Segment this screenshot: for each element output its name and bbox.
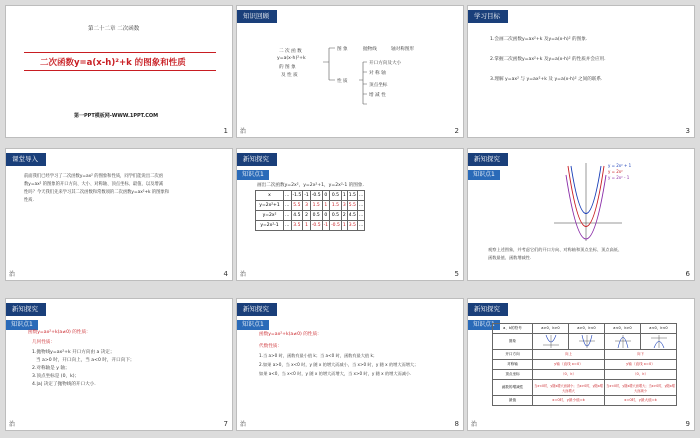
table-cell: a>0，k>0 (533, 324, 569, 334)
table-cell: 5.5 (291, 201, 303, 211)
table-cell: 顶点坐标 (493, 370, 533, 380)
table-cell: -0.5 (310, 221, 322, 231)
section-tag: 新知探究 (6, 303, 46, 316)
slide-number: 5 (454, 270, 459, 278)
observation-text: 观察上述图象，并考虑它们的开口方向、对称轴和顶点坐标、顶点高低、 (488, 247, 623, 252)
legend-entry: y = 2x² (608, 169, 623, 174)
table-cell: 0 (322, 191, 330, 201)
slide-6-thumbnail[interactable] (467, 148, 695, 281)
slide-number: 1 (223, 127, 228, 135)
table-cell: （0，k） (533, 370, 605, 380)
chapter-label: 第二十二章 二次函数 (88, 26, 140, 32)
slide-1-thumbnail[interactable] (5, 5, 233, 138)
corner-mark: 治 (240, 128, 247, 135)
corner-mark: 治 (240, 271, 247, 278)
table-cell: 0 (322, 211, 330, 221)
goal-item: 2.掌握二次函数y=ax²+k 及y=a(x-h)² 的性质并会应用. (490, 57, 606, 62)
corner-mark: 治 (9, 421, 16, 428)
intro-paragraph-line: 数y=ax² 的图象的开口方向、大小、对称轴、顶点坐标、最值、以及增减 (24, 182, 164, 187)
section-tag: 知识回顾 (237, 10, 277, 23)
slide-number: 3 (685, 127, 690, 135)
corner-mark: 治 (9, 271, 16, 278)
section-tag: 新知探究 (468, 303, 508, 316)
table-row (493, 380, 677, 396)
knowledge-point-tag: 知识点1 (468, 320, 500, 330)
table-cell: 3 (303, 201, 311, 211)
concept-label: 二 次 函 数 (279, 49, 302, 54)
table-cell: 当x<0时，y随x增大而增大；当x>0时，y随x增大而减小 (605, 380, 677, 396)
table-cell: y=2x² (256, 211, 284, 221)
table-cell: 图象 (493, 334, 533, 350)
table-cell: 3.5 (291, 221, 303, 231)
table-row (493, 350, 677, 360)
table-cell: -1.5 (291, 191, 303, 201)
intro-paragraph-line: 性吗？今天我们先来学习其二次函数和常数项的二次函数y=ax²+k 的图象和 (24, 190, 170, 195)
mini-parabola-icon (613, 335, 633, 348)
table-cell: 1 (303, 221, 311, 231)
table-cell: … (357, 201, 365, 211)
mindmap-item: 图 象 (337, 47, 348, 52)
table-cell: 0.5 (330, 211, 342, 221)
table-cell: 1 (341, 191, 347, 201)
property-line: 1.抛物线y=ax²+k 开口方向由 a 决定； (32, 350, 115, 355)
slide-3-thumbnail[interactable] (467, 5, 695, 138)
table-cell: 向下 (605, 350, 677, 360)
table-cell: y轴（直线 x=0） (533, 360, 605, 370)
property-subheading: 几何性质： (32, 340, 55, 345)
mini-parabola-icon (649, 335, 669, 348)
table-cell: -1 (303, 191, 311, 201)
section-tag: 课堂导入 (6, 153, 46, 166)
property-line: 1.当 a>0 时，函数有最小值 k；当 a<0 时，函数有最大值 k； (259, 353, 378, 358)
table-cell: 1 (322, 201, 330, 211)
mindmap-connectors (237, 6, 464, 138)
table-cell: 3.5 (347, 221, 357, 231)
property-line: 2.对称轴是 y 轴； (32, 366, 70, 371)
mindmap-item: 开口方向及大小 (369, 61, 402, 66)
table-cell: 1.5 (330, 201, 342, 211)
slide-title: 二次函数y=a(x-h)²+k 的图象和性质 (40, 58, 186, 68)
mindmap-item: 轴对称图形 (391, 47, 414, 52)
table-header-row (493, 324, 677, 334)
slide-number: 4 (223, 270, 228, 278)
property-subheading: 代数性质： (259, 344, 282, 349)
table-cell: 2 (303, 211, 311, 221)
table-cell: … (357, 191, 365, 201)
table-cell: x=0时，y最大值=k (605, 396, 677, 406)
table-row (256, 221, 365, 231)
slide-9-thumbnail[interactable] (467, 298, 695, 431)
table-cell: 4.5 (291, 211, 303, 221)
section-tag: 新知探究 (237, 153, 277, 166)
table-cell: 5.5 (347, 201, 357, 211)
table-cell: 4.5 (347, 211, 357, 221)
observation-text: 函数最值、函数增减性. (488, 255, 532, 260)
mini-parabola-icon (577, 335, 597, 348)
table-row (493, 334, 677, 350)
graph-cell (641, 334, 677, 350)
exercise-prompt: 画出二次函数y=2x²，y=2x²+1，y=2x²-1 的图象. (257, 183, 364, 188)
table-cell: -1 (322, 221, 330, 231)
title-divider-bottom (24, 70, 216, 71)
property-heading: 函数y=ax²+k(a≠0) 的性质： (28, 330, 91, 335)
section-tag: 学习目标 (468, 10, 508, 23)
table-cell: a<0，k>0 (605, 324, 641, 334)
table-cell: … (284, 211, 292, 221)
graph-cell (533, 334, 569, 350)
mindmap-item: 对 称 轴 (369, 71, 386, 76)
table-cell: … (357, 211, 365, 221)
knowledge-point-tag: 知识点1 (237, 320, 269, 330)
property-heading: 函数y=ax²+k(a≠0) 的性质： (259, 332, 322, 337)
table-row (256, 211, 365, 221)
slide-8-thumbnail[interactable] (236, 298, 464, 431)
property-line: 2.如果 a>0，当 x<0 时，y 随 x 的增大而减小，当 x>0 时，y 随 x 的增大而增大； (259, 362, 419, 367)
table-cell: y=2x²+1 (256, 201, 284, 211)
table-cell: … (284, 221, 292, 231)
table-cell: 1.5 (347, 191, 357, 201)
table-cell: … (357, 221, 365, 231)
slide-number: 9 (685, 420, 690, 428)
table-cell: 当x<0时，y随x增大而减小；当x>0时，y随x增大而增大 (533, 380, 605, 396)
goal-item: 3.理解 y=ax² 与 y=ax²+k 及 y=a(x-h)² 之间的联系. (490, 77, 603, 82)
table-cell: 最值 (493, 396, 533, 406)
table-row (493, 360, 677, 370)
property-line: 4.|a| 决定了抛物线的开口大小. (32, 382, 96, 387)
table-cell: 开口方向 (493, 350, 533, 360)
slide-2-thumbnail[interactable] (236, 5, 464, 138)
concept-formula: y=a(x-h)²+k (277, 56, 306, 61)
summary-table (492, 323, 677, 406)
slide-number: 6 (685, 270, 690, 278)
intro-paragraph-line: 性质. (24, 198, 34, 203)
table-cell: a>0，k<0 (569, 324, 605, 334)
table-cell: 对称轴 (493, 360, 533, 370)
table-row (256, 201, 365, 211)
intro-paragraph-line: 前面我们已经学习了二次函数y=ax² 的图象和性质，同学们能说出二次函 (24, 174, 164, 179)
mindmap-item: 性 质 (337, 79, 348, 84)
knowledge-point-tag: 知识点1 (6, 320, 38, 330)
legend-entry: y = 2x² + 1 (608, 163, 632, 168)
mindmap-item: 抛物线 (363, 47, 377, 52)
footer-text: 第一PPT模板网-WWW.1PPT.COM (74, 113, 159, 119)
slide-number: 2 (454, 127, 459, 135)
concept-label-3: 及 性 质 (281, 73, 298, 78)
corner-mark: 治 (471, 421, 478, 428)
table-header-row (256, 191, 365, 201)
property-line: 3.顶点坐标是 (0，k)； (32, 374, 80, 379)
slide-number: 7 (223, 420, 228, 428)
table-row (493, 370, 677, 380)
table-row (493, 396, 677, 406)
table-cell: … (284, 191, 292, 201)
graph-cell (569, 334, 605, 350)
slide-5-thumbnail[interactable] (236, 148, 464, 281)
knowledge-point-tag: 知识点1 (468, 170, 500, 180)
table-cell: -0.5 (330, 221, 342, 231)
section-tag: 新知探究 (237, 303, 277, 316)
slide-number: 8 (454, 420, 459, 428)
mini-parabola-icon (541, 335, 561, 348)
table-cell: 2 (341, 211, 347, 221)
mindmap-item: 顶点坐标 (369, 83, 388, 88)
table-cell: 1 (341, 221, 347, 231)
table-cell: 3 (341, 201, 347, 211)
table-cell: 函数的增减性 (493, 380, 533, 396)
mindmap-item: 增 减 性 (369, 93, 386, 98)
property-line: 当 a>0 时，开口向上，当 a<0 时，开口向下； (36, 358, 135, 363)
value-table (255, 190, 365, 231)
table-cell: a、k的符号 (493, 324, 533, 334)
slide-4-thumbnail[interactable] (5, 148, 233, 281)
concept-label-2: 的 图 象 (279, 65, 296, 70)
table-cell: 1.5 (310, 201, 322, 211)
table-cell: y轴（直线 x=0） (605, 360, 677, 370)
table-cell: 0.5 (330, 191, 342, 201)
knowledge-point-tag: 知识点1 (237, 170, 269, 180)
goal-item: 1.会画二次函数y=ax²+k 及y=a(x-h)² 的图象. (490, 37, 588, 42)
table-cell: 向上 (533, 350, 605, 360)
table-cell: y=2x²-1 (256, 221, 284, 231)
legend-entry: y = 2x² - 1 (608, 175, 630, 180)
table-cell: x=0时，y最小值=k (533, 396, 605, 406)
table-cell: a<0，k<0 (641, 324, 677, 334)
graph-cell (605, 334, 641, 350)
property-line: 如果 a<0，当 x<0 时，y 随 x 的增大而增大，当 x>0 时，y 随 x 的增大而减小. (259, 371, 412, 376)
section-tag: 新知探究 (468, 153, 508, 166)
corner-mark: 治 (240, 421, 247, 428)
table-cell: x (256, 191, 284, 201)
slide-7-thumbnail[interactable] (5, 298, 233, 431)
table-cell: -0.5 (310, 191, 322, 201)
table-cell: （0，k） (605, 370, 677, 380)
title-divider (24, 52, 216, 53)
table-cell: 0.5 (310, 211, 322, 221)
table-cell: … (284, 201, 292, 211)
